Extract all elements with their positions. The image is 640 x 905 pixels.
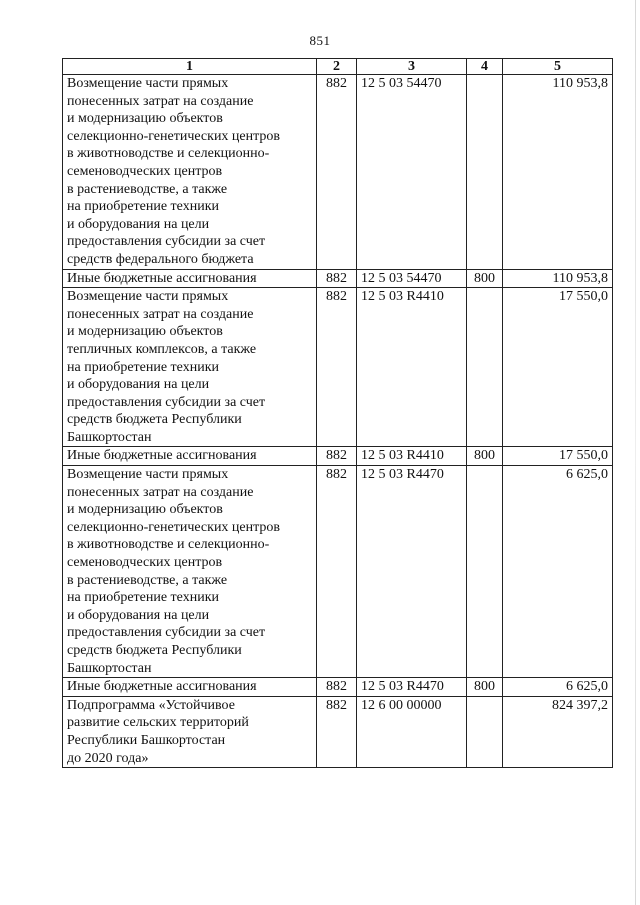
row-expense-type-cell — [467, 466, 503, 678]
row-ministry-cell: 882 — [317, 696, 357, 767]
row-code-cell: 12 6 00 00000 — [357, 696, 467, 767]
header-row — [63, 59, 613, 75]
row-amount-cell: 17 550,0 — [503, 288, 613, 447]
table-row — [63, 269, 613, 288]
table-row — [63, 678, 613, 697]
scan-edge-shadow — [635, 0, 636, 905]
row-expense-type-cell — [467, 75, 503, 270]
row-ministry-cell: 882 — [317, 269, 357, 288]
row-ministry-cell: 882 — [317, 288, 357, 447]
column-header-ministry: 2 — [317, 59, 357, 75]
row-code-cell: 12 5 03 R4410 — [357, 447, 467, 466]
row-name-cell: Возмещение части прямых понесенных затрат на создание и модернизацию объектов селекционно-генетических центров в животноводстве и селекционно- семеноводческих центров в растениеводстве, а также на приобретение техники и оборудования на цели предоставления субсидии за счет средств бюджета Республики Башкортостан — [63, 466, 317, 678]
row-amount-cell: 110 953,8 — [503, 75, 613, 270]
table-row — [63, 288, 613, 447]
column-header-name: 1 — [63, 59, 317, 75]
row-amount-cell: 824 397,2 — [503, 696, 613, 767]
column-header-code: 3 — [357, 59, 467, 75]
table-row — [63, 75, 613, 270]
row-name-cell: Иные бюджетные ассигнования — [63, 269, 317, 288]
row-amount-cell: 6 625,0 — [503, 466, 613, 678]
table-row — [63, 696, 613, 767]
table-row — [63, 447, 613, 466]
row-name-cell: Подпрограмма «Устойчивое развитие сельских территорий Республики Башкортостан до 2020 года» — [63, 696, 317, 767]
row-name-cell: Иные бюджетные ассигнования — [63, 678, 317, 697]
column-header-amount: 5 — [503, 59, 613, 75]
row-ministry-cell: 882 — [317, 466, 357, 678]
budget-table — [62, 58, 613, 768]
row-expense-type-cell — [467, 696, 503, 767]
row-code-cell: 12 5 03 R4470 — [357, 466, 467, 678]
row-name-cell: Возмещение части прямых понесенных затрат на создание и модернизацию объектов селекционно-генетических центров в животноводстве и селекционно- семеноводческих центров в растениеводстве, а также на приобретение техники и оборудования на цели предоставления субсидии за счет средств федерального бюджета — [63, 75, 317, 270]
row-name-cell: Возмещение части прямых понесенных затрат на создание и модернизацию объектов тепличных комплексов, а также на приобретение техники и оборудования на цели предоставления субсидии за счет средств бюджета Республики Башкортостан — [63, 288, 317, 447]
row-amount-cell: 17 550,0 — [503, 447, 613, 466]
row-expense-type-cell — [467, 288, 503, 447]
row-ministry-cell: 882 — [317, 678, 357, 697]
row-amount-cell: 110 953,8 — [503, 269, 613, 288]
row-expense-type-cell: 800 — [467, 447, 503, 466]
row-code-cell: 12 5 03 54470 — [357, 269, 467, 288]
row-amount-cell: 6 625,0 — [503, 678, 613, 697]
row-ministry-cell: 882 — [317, 447, 357, 466]
table-row — [63, 466, 613, 678]
row-code-cell: 12 5 03 54470 — [357, 75, 467, 270]
row-name-cell: Иные бюджетные ассигнования — [63, 447, 317, 466]
row-code-cell: 12 5 03 R4410 — [357, 288, 467, 447]
row-code-cell: 12 5 03 R4470 — [357, 678, 467, 697]
page-number: 851 — [309, 33, 331, 48]
row-ministry-cell: 882 — [317, 75, 357, 270]
row-expense-type-cell: 800 — [467, 678, 503, 697]
row-expense-type-cell: 800 — [467, 269, 503, 288]
column-header-expense-type: 4 — [467, 59, 503, 75]
